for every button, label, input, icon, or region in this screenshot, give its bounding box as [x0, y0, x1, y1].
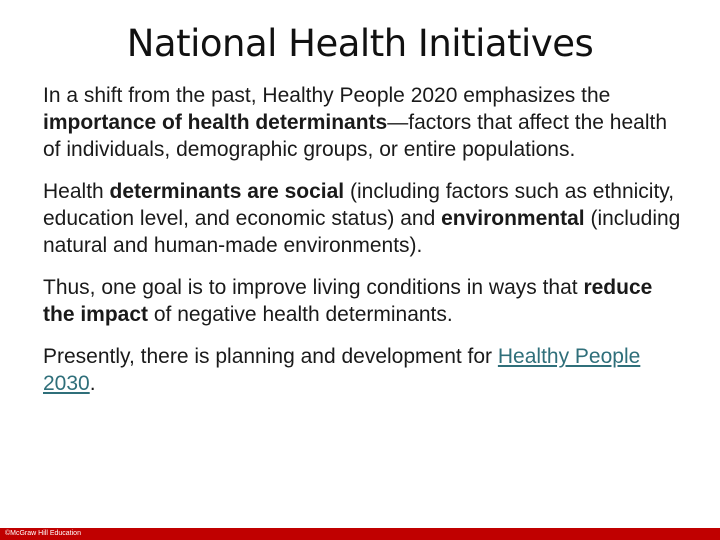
copyright-text: ©McGraw Hill Education — [5, 530, 81, 537]
paragraph-social-environmental — [43, 178, 683, 259]
paragraph-healthy-people-2030 — [43, 343, 683, 397]
p3-text-a: Thus, one goal is to improve living conditions in ways that — [43, 276, 584, 299]
slide-title: National Health Initiatives — [126, 22, 594, 65]
p4-text-a: Presently, there is planning and development for — [43, 345, 498, 368]
p4-text-c: . — [89, 372, 96, 395]
p3-bold: reduce the impact — [43, 276, 653, 326]
p2-text-a: Health — [43, 180, 110, 203]
p1-text-a: In a shift from the past, Healthy People 2020 emphasizes the — [43, 84, 611, 107]
footer-bar — [0, 528, 720, 540]
slide-body — [43, 82, 683, 412]
p2-text-c: (including factors such as ethnicity, education level, and economic status) and — [43, 180, 675, 230]
p3-text-c: of negative health determinants. — [148, 303, 453, 326]
paragraph-health-determinants — [43, 82, 683, 163]
p2-bold-environmental: environmental — [441, 207, 585, 230]
p2-bold-social: determinants are social — [109, 180, 345, 203]
p1-text-c: —factors that affect the health of individuals, demographic groups, or entire populations. — [43, 111, 668, 161]
p1-bold: importance of health determinants — [43, 111, 388, 134]
healthy-people-2030-link[interactable]: Healthy People 2030 — [43, 345, 641, 395]
p2-text-e: (including natural and human-made environments). — [43, 207, 681, 257]
paragraph-goal — [43, 274, 683, 328]
